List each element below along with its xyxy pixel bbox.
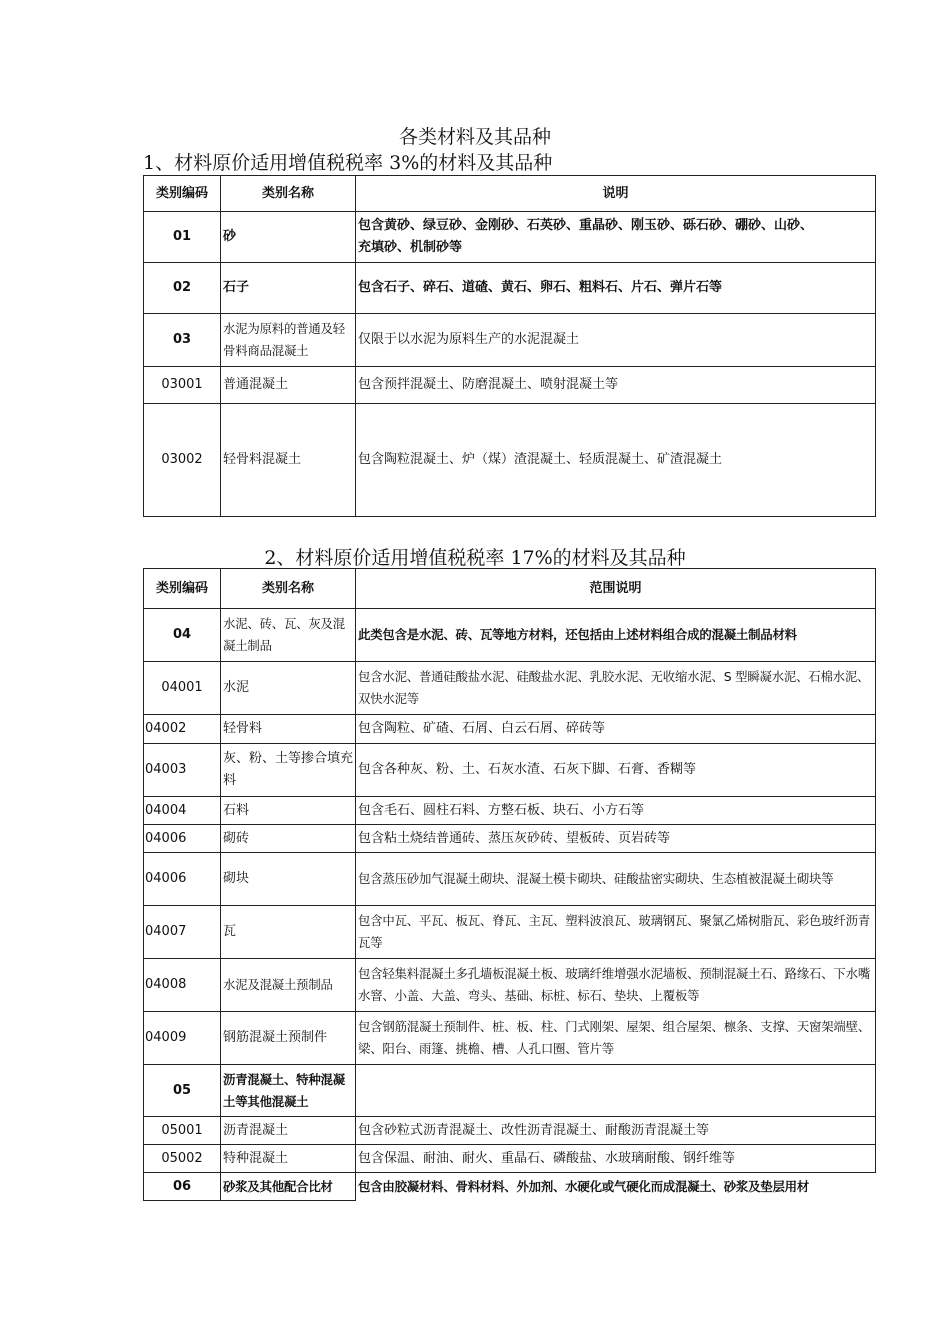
table-row xyxy=(144,263,876,314)
table-header-row xyxy=(144,176,876,212)
table-row xyxy=(144,825,876,853)
row-desc xyxy=(356,1065,876,1117)
row-name: 石子 xyxy=(221,263,356,314)
section2-title: 2、材料原价适用增值税税率 17%的材料及其品种 xyxy=(264,547,686,569)
row-code: 05 xyxy=(144,1065,221,1117)
row-code: 05001 xyxy=(144,1117,221,1145)
row-code: 06 xyxy=(144,1173,221,1201)
row-name: 轻骨料混凝土 xyxy=(221,404,356,517)
row-desc: 包含黄砂、绿豆砂、金刚砂、石英砂、重晶砂、刚玉砂、砾石砂、硼砂、山砂、充填砂、机制砂等 xyxy=(356,212,876,263)
table-row xyxy=(144,1012,876,1065)
row-name: 砌块 xyxy=(221,853,356,906)
table-row xyxy=(144,367,876,404)
row-code: 05002 xyxy=(144,1145,221,1173)
row-desc: 此类包含是水泥、砖、瓦等地方材料，还包括由上述材料组合成的混凝土制品材料 xyxy=(356,609,876,662)
row-code: 03001 xyxy=(144,367,221,404)
row-name: 轻骨料 xyxy=(221,715,356,744)
row-desc: 包含预拌混凝土、防磨混凝土、喷射混凝土等 xyxy=(356,367,876,404)
row-name: 砂 xyxy=(221,212,356,263)
row-code: 04006 xyxy=(144,853,221,906)
row-desc: 包含轻集料混凝土多孔墙板混凝土板、玻璃纤维增强水泥墙板、预制混凝土石、路缘石、下水嘴水窨、小盖、大盖、弯头、基础、标桩、标石、垫块、上覆板等 xyxy=(356,959,876,1012)
row-desc: 包含毛石、圆柱石料、方整石板、块石、小方石等 xyxy=(356,797,876,825)
row-desc: 包含水泥、普通硅酸盐水泥、硅酸盐水泥、乳胶水泥、无收缩水泥、S 型瞬凝水泥、石棉水泥、双快水泥等 xyxy=(356,662,876,715)
table-row xyxy=(144,853,876,906)
table-row xyxy=(144,1117,876,1145)
row-name: 砌砖 xyxy=(221,825,356,853)
row-code: 04008 xyxy=(144,959,221,1012)
row-name: 灰、粉、土等掺合填充料 xyxy=(221,744,356,797)
row-desc: 包含保温、耐油、耐火、重晶石、磷酸盐、水玻璃耐酸、钢纤维等 xyxy=(356,1145,876,1173)
table-row xyxy=(144,1173,876,1201)
row-name: 水泥及混凝土预制品 xyxy=(221,959,356,1012)
header-desc: 说明 xyxy=(356,176,876,212)
row-code: 03002 xyxy=(144,404,221,517)
row-name: 水泥为原料的普通及轻骨料商品混凝土 xyxy=(221,314,356,367)
table-section2 xyxy=(143,568,876,1201)
row-code: 04 xyxy=(144,609,221,662)
row-desc: 仅限于以水泥为原料生产的水泥混凝土 xyxy=(356,314,876,367)
table-row xyxy=(144,314,876,367)
table-row xyxy=(144,1145,876,1173)
row-desc: 包含中瓦、平瓦、板瓦、脊瓦、主瓦、塑料波浪瓦、玻璃钢瓦、聚氯乙烯树脂瓦、彩色玻纤沥青瓦等 xyxy=(356,906,876,959)
row-name: 石料 xyxy=(221,797,356,825)
row-code: 04002 xyxy=(144,715,221,744)
row-name: 瓦 xyxy=(221,906,356,959)
table-header-row xyxy=(144,569,876,609)
header-name: 类别名称 xyxy=(221,176,356,212)
table-section1 xyxy=(143,175,876,517)
table-row xyxy=(144,744,876,797)
row-name: 水泥、砖、瓦、灰及混凝土制品 xyxy=(221,609,356,662)
row-code: 03 xyxy=(144,314,221,367)
row-desc: 包含陶粒、矿碴、石屑、白云石屑、碎砖等 xyxy=(356,715,876,744)
row-code: 04006 xyxy=(144,825,221,853)
row-desc: 包含蒸压砂加气混凝土砌块、混凝土模卡砌块、硅酸盐密实砌块、生态植被混凝土砌块等 xyxy=(356,853,876,906)
table-row xyxy=(144,404,876,517)
table-row xyxy=(144,906,876,959)
table-row xyxy=(144,212,876,263)
row-name: 沥青混凝土、特种混凝土等其他混凝土 xyxy=(221,1065,356,1117)
row-desc: 包含各种灰、粉、土、石灰水渣、石灰下脚、石膏、香糊等 xyxy=(356,744,876,797)
table-row xyxy=(144,715,876,744)
header-code: 类别编码 xyxy=(144,569,221,609)
row-name: 砂浆及其他配合比材 xyxy=(221,1173,356,1201)
table-row xyxy=(144,609,876,662)
row-code: 04001 xyxy=(144,662,221,715)
page-title: 各类材料及其品种 xyxy=(398,126,551,148)
row-desc: 包含砂粒式沥青混凝土、改性沥青混凝土、耐酸沥青混凝土等 xyxy=(356,1117,876,1145)
row-code: 04007 xyxy=(144,906,221,959)
row-code: 04003 xyxy=(144,744,221,797)
row-name: 普通混凝土 xyxy=(221,367,356,404)
table-row xyxy=(144,1065,876,1117)
table-row xyxy=(144,959,876,1012)
table-row xyxy=(144,662,876,715)
row-name: 钢筋混凝土预制件 xyxy=(221,1012,356,1065)
row-code: 04009 xyxy=(144,1012,221,1065)
row-code: 04004 xyxy=(144,797,221,825)
row-name: 水泥 xyxy=(221,662,356,715)
row-desc: 包含钢筋混凝土预制件、桩、板、柱、门式刚架、屋架、组合屋架、檩条、支撑、天窗架端壁、梁、阳台、雨篷、挑檐、槽、人孔口圈、管片等 xyxy=(356,1012,876,1065)
section1-title: 1、材料原价适用增值税税率 3%的材料及其品种 xyxy=(143,152,553,174)
row-code: 01 xyxy=(144,212,221,263)
row-desc: 包含石子、碎石、道碴、黄石、卵石、粗料石、片石、弹片石等 xyxy=(356,263,876,314)
table-row xyxy=(144,797,876,825)
row-name: 特种混凝土 xyxy=(221,1145,356,1173)
row-name: 沥青混凝土 xyxy=(221,1117,356,1145)
row-code: 02 xyxy=(144,263,221,314)
row-desc: 包含陶粒混凝土、炉（煤）渣混凝土、轻质混凝土、矿渣混凝土 xyxy=(356,404,876,517)
header-desc: 范围说明 xyxy=(356,569,876,609)
header-code: 类别编码 xyxy=(144,176,221,212)
header-name: 类别名称 xyxy=(221,569,356,609)
row-desc: 包含由胶凝材料、骨料材料、外加剂、水硬化或气硬化而成混凝土、砂浆及垫层用材 xyxy=(356,1173,876,1201)
row-desc: 包含粘土烧结普通砖、蒸压灰砂砖、望板砖、页岩砖等 xyxy=(356,825,876,853)
